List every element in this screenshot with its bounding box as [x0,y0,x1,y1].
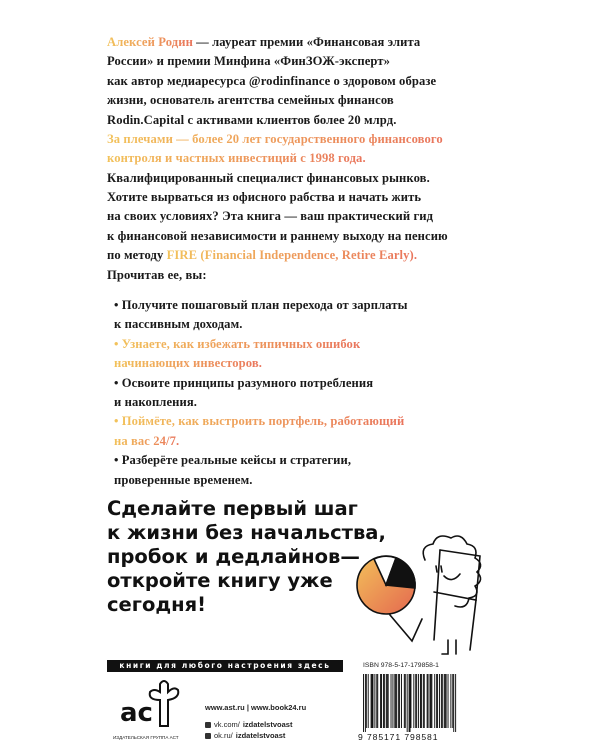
cta-line: пробок и дедлайнов— [107,545,360,568]
publisher-websites[interactable]: www.ast.ru | www.book24.ru [205,703,307,712]
bio-line: как автор медиаресурса @rodinfinance о здоровом образе [107,73,437,88]
barcode-bar [453,674,454,732]
cta-line: откройте книгу уже [107,569,333,592]
book-pitch [107,188,448,285]
barcode-bar [446,674,447,728]
benefits-list [114,296,408,490]
pitch-line: на своих условиях? Эта книга — ваш практический гид [107,209,434,224]
barcode-bar [383,674,384,728]
barcode-bar [424,674,425,728]
barcode-bar [436,674,437,728]
barcode-bar [380,674,381,728]
barcode-bar [398,674,399,728]
barcode-bar [423,674,424,728]
publisher-name: ИЗДАТЕЛЬСКАЯ ГРУППА АСТ [113,735,179,740]
benefit-item-line: • Освоите принципы разумного потребления [114,375,374,390]
benefit-item-line: и накопления. [114,395,198,410]
pitch-line: к финансовой независимости и раннему выходу на пенсию [107,228,448,243]
barcode-bar [396,674,397,728]
barcode-bar [444,674,445,728]
barcode-bar [376,674,377,728]
ok-domain: ok.ru/ [214,731,233,740]
barcode-bar [442,674,443,728]
barcode-bar [392,674,393,728]
barcode-bar [391,674,392,728]
vk-icon [205,722,211,728]
pitch-lead: Прочитав ее, вы: [107,267,207,282]
benefit-item-line: проверенные временем. [114,472,253,487]
barcode-bar [387,674,388,728]
barcode-bar [439,674,440,728]
barcode-bar [455,674,456,732]
pitch-line: Хотите вырваться из офисного рабства и начать жить [107,190,422,204]
method-prefix: по методу [107,248,167,263]
barcode-bar [405,674,406,728]
barcode-bar [448,674,449,728]
barcode [363,674,459,732]
benefit-item-line: • Узнаете, как избежать типичных ошибок [114,335,360,354]
barcode-bar [377,674,378,728]
benefit-item-line: на вас 24/7. [114,432,179,451]
barcode-bar [441,674,442,728]
barcode-bar [372,674,373,728]
barcode-bar [430,674,431,728]
bio-line: Rodin.Capital с активами клиентов более 20 млрд. [107,112,397,127]
barcode-bar [415,674,416,728]
barcode-bar [431,674,432,728]
barcode-bar [450,674,451,728]
barcode-bar [418,674,419,728]
barcode-bar [388,674,389,728]
ok-icon [205,733,211,739]
publisher-slogan: книги для любого настроения здесь [107,660,343,672]
benefit-item-line: к пассивным доходам. [114,317,243,332]
cta-line: Сделайте первый шаг [107,497,358,520]
barcode-bar [404,674,405,728]
barcode-bar [384,674,385,728]
barcode-bar [363,674,364,732]
barcode-bar [399,674,400,728]
barcode-bar [366,674,367,728]
barcode-bar [427,674,428,728]
barcode-bar [374,674,375,728]
barcode-bar [368,674,369,728]
barcode-bar [381,674,382,728]
barcode-bar [401,674,402,728]
isbn: ISBN 978-5-17-179858-1 [363,662,439,669]
vk-handle: izdatelstvoast [242,720,293,729]
barcode-bar [434,674,435,728]
barcode-bar [445,674,446,728]
barcode-bar [371,674,372,728]
barcode-bar [430,674,431,728]
bio-highlight: контроля и частных инвестиций с 1998 года. [107,149,366,168]
barcode-bar [386,674,387,728]
person-with-pie-chart-illustration [330,520,490,655]
bio-line: жизни, основатель агентства семейных финансов [107,93,394,108]
vk-link[interactable] [205,720,292,729]
pitch-line [107,246,448,265]
bio-line [107,33,443,52]
ast-logo [118,678,188,733]
barcode-bar [394,674,395,728]
barcode-bar [413,674,414,728]
cta-line: сегодня! [107,593,207,616]
benefit-item-line: начинающих инвесторов. [114,354,262,373]
bio-highlight: За плечами — более 20 лет государственного финансового [107,130,443,149]
svg-text:ас: ас [120,698,153,728]
cta-line: к жизни без начальства, [107,521,386,544]
barcode-bar [452,674,453,728]
barcode-number: 9 785171 798581 [358,732,439,742]
author-bio [107,33,443,188]
barcode-bar [395,674,396,728]
barcode-bar [420,674,421,728]
barcode-bar [437,674,438,728]
barcode-bar [410,674,411,732]
barcode-bar [373,674,374,728]
method-name: FIRE (Financial Independence, Retire Early). [166,248,418,263]
barcode-bar [421,674,422,728]
barcode-bar [409,674,410,732]
pie-chart-icon [357,556,415,614]
bio-text: — лауреат премии «Финансовая элита [192,35,421,49]
barcode-bar [407,674,408,732]
author-name: Алексей Родин [107,35,193,49]
benefit-item-line: • Поймёте, как выстроить портфель, работающий [114,412,404,431]
benefit-item-line: • Разберёте реальные кейсы и стратегии, [114,453,352,468]
benefit-item-line: • Получите пошаговый план перехода от зарплаты [114,298,408,312]
bio-line: России» и премии Минфина «ФинЗОЖ-эксперт» [107,54,391,69]
ok-link[interactable] [205,731,285,740]
ok-handle: izdatelstvoast [235,731,286,740]
barcode-bar [416,674,417,728]
barcode-bar [411,674,412,728]
barcode-bar [428,674,429,728]
bio-line: Квалифицированный специалист финансовых рынков. [107,170,430,185]
barcode-bar [365,674,366,732]
vk-domain: vk.com/ [214,720,240,729]
